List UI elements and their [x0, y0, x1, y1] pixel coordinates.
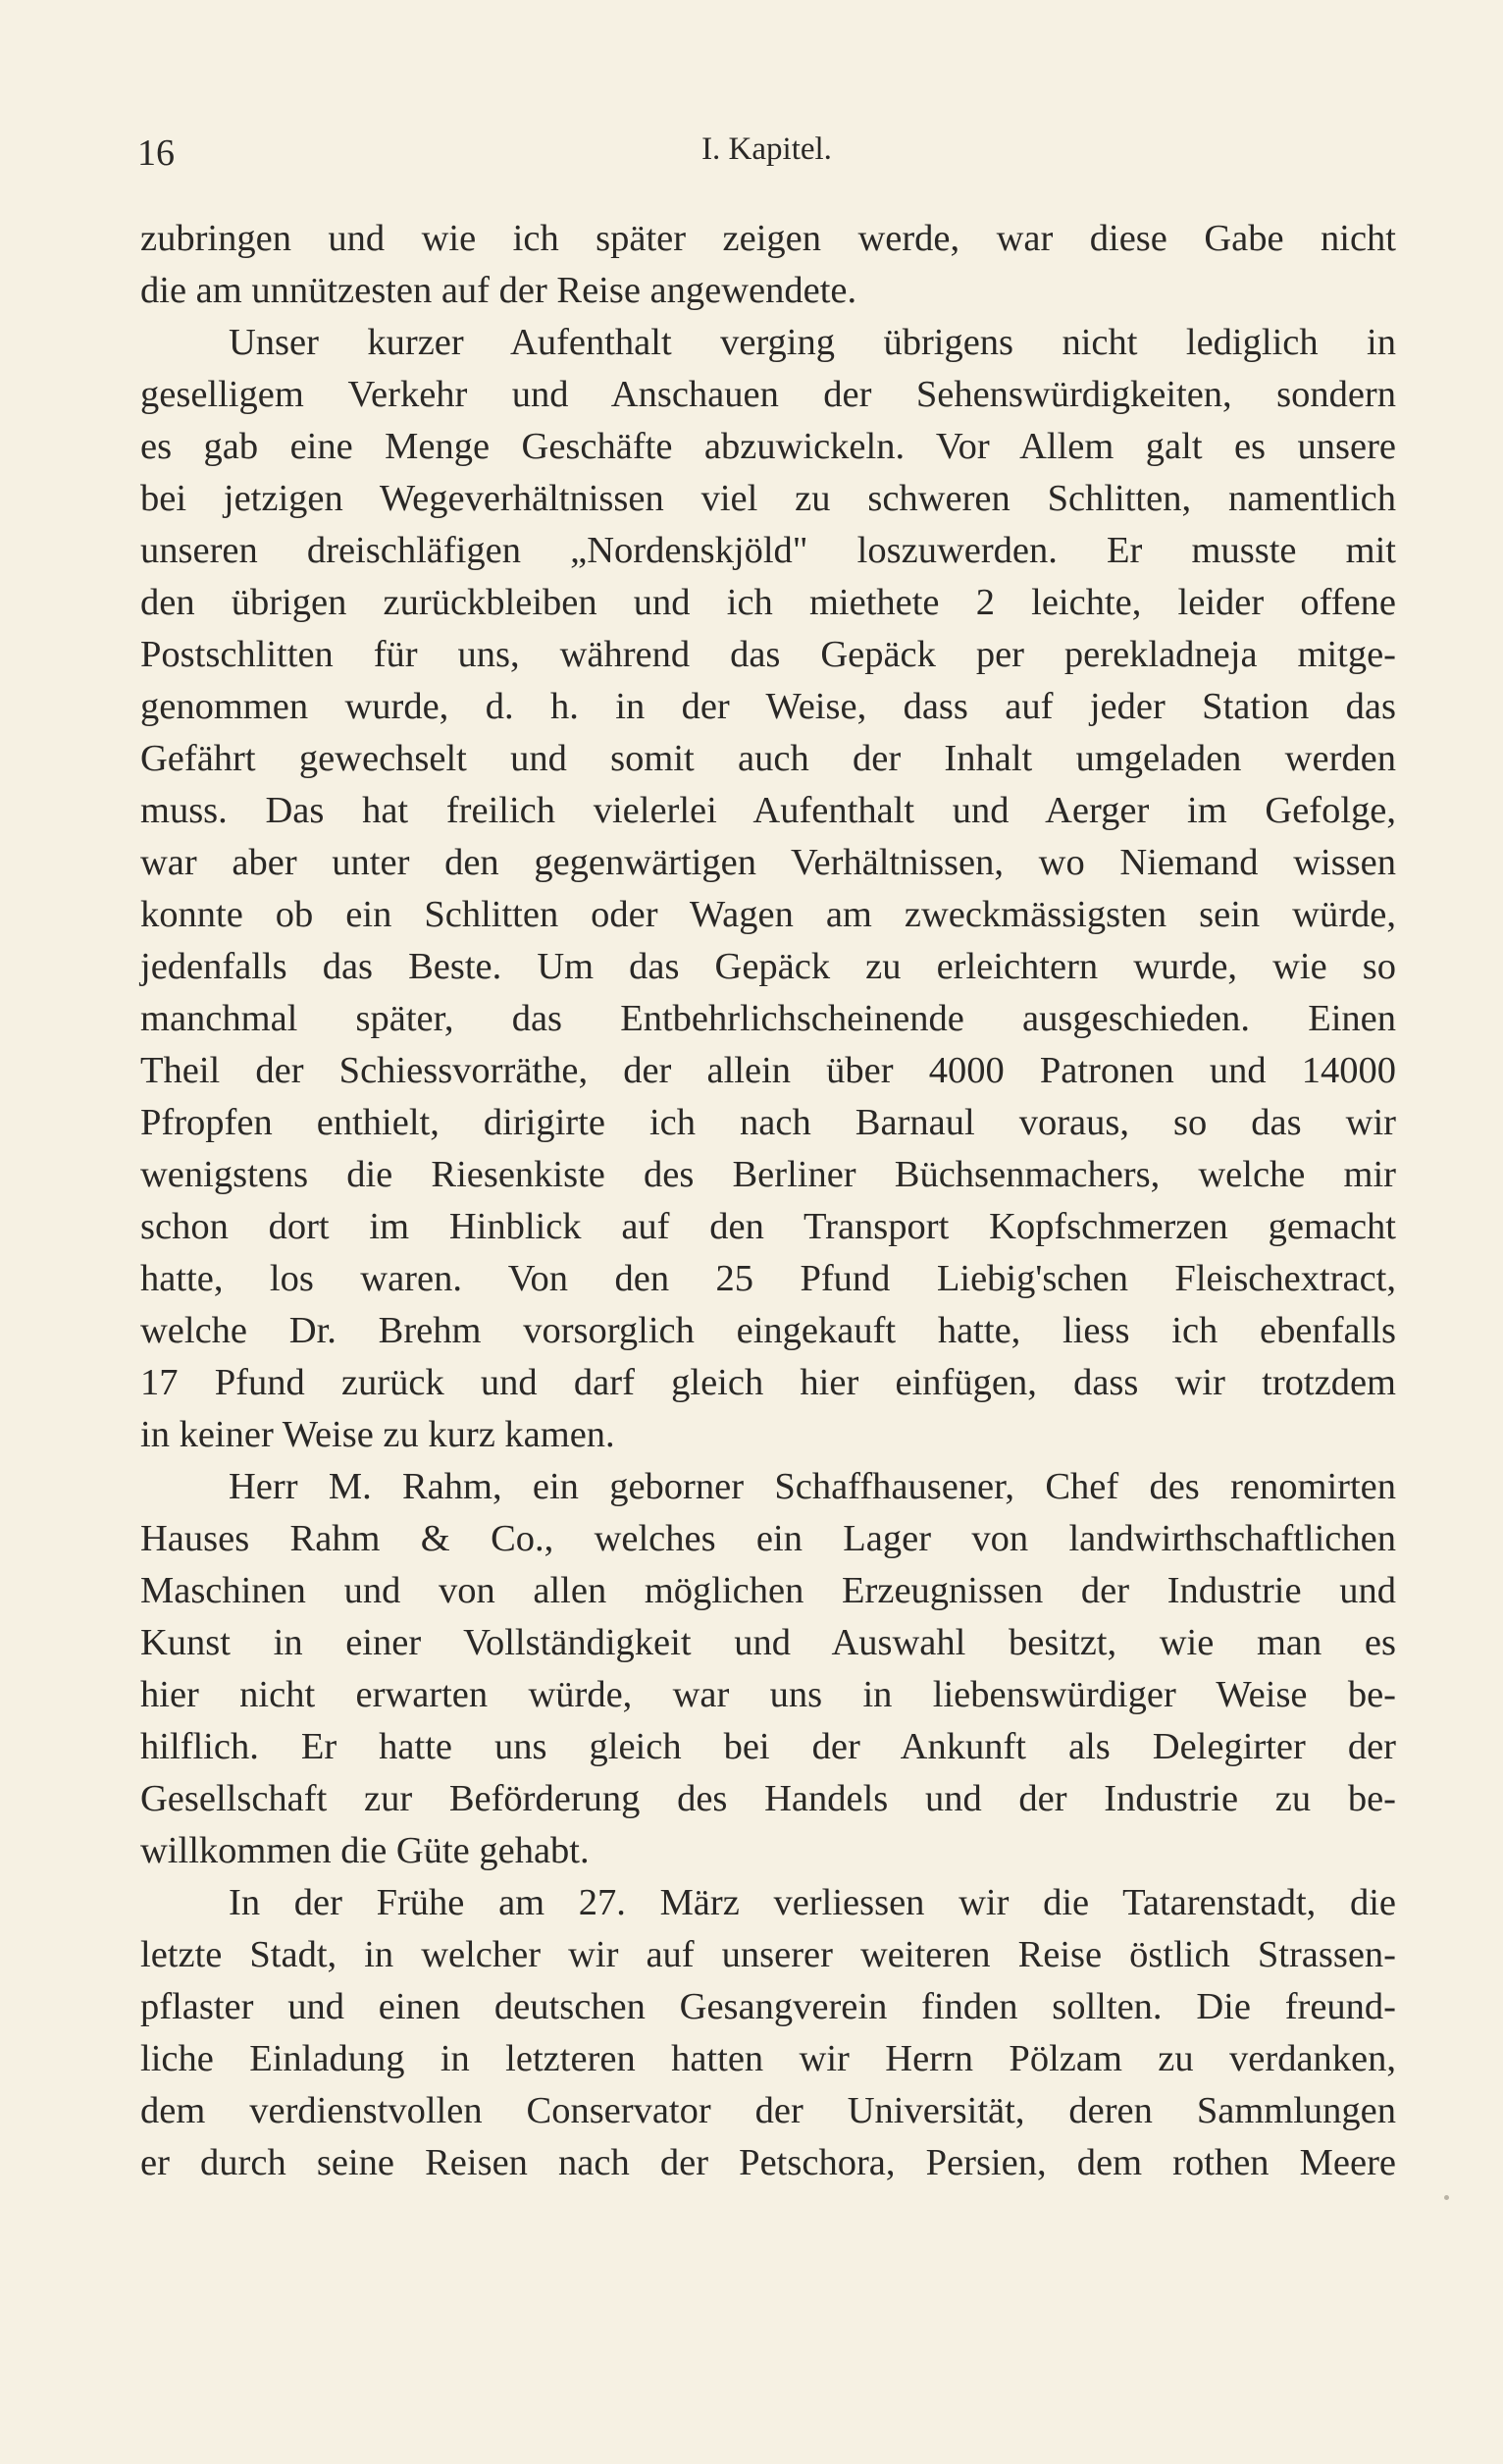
text-line: muss. Das hat freilich vielerlei Aufenthalt und Aerger im Gefolge,	[140, 790, 1396, 831]
text-line: Gesellschaft zur Beförderung des Handels und der Industrie zu be-	[140, 1778, 1396, 1819]
text-line: die am unnützesten auf der Reise angewendete.	[140, 270, 857, 311]
text-line: genommen wurde, d. h. in der Weise, dass auf jeder Station das	[140, 686, 1396, 727]
text-line: Postschlitten für uns, während das Gepäck per perekladneja mitge-	[140, 634, 1396, 675]
text-line: wenigstens die Riesenkiste des Berliner Büchsenmachers, welche mir	[140, 1154, 1396, 1195]
text-line: zubringen und wie ich später zeigen werde, war diese Gabe nicht	[140, 218, 1396, 259]
text-line: Gefährt gewechselt und somit auch der Inhalt umgeladen werden	[140, 738, 1396, 779]
text-line: geselligem Verkehr und Anschauen der Sehenswürdigkeiten, sondern	[140, 374, 1396, 415]
page-number: 16	[137, 132, 175, 174]
text-line: letzte Stadt, in welcher wir auf unserer weiteren Reise östlich Strassen-	[140, 1934, 1396, 1975]
text-line: Unser kurzer Aufenthalt verging übrigens nicht lediglich in	[229, 322, 1396, 363]
text-line: willkommen die Güte gehabt.	[140, 1830, 590, 1871]
text-line: In der Frühe am 27. März verliessen wir die Tatarenstadt, die	[229, 1882, 1396, 1923]
text-line: Pfropfen enthielt, dirigirte ich nach Barnaul voraus, so das wir	[140, 1102, 1396, 1143]
text-line: 17 Pfund zurück und darf gleich hier einfügen, dass wir trotzdem	[140, 1362, 1396, 1403]
text-line: unseren dreischläfigen „Nordenskjöld" loszuwerden. Er musste mit	[140, 530, 1396, 571]
text-line: hatte, los waren. Von den 25 Pfund Liebig'schen Fleischextract,	[140, 1258, 1396, 1299]
text-line: Maschinen und von allen möglichen Erzeugnissen der Industrie und	[140, 1570, 1396, 1611]
text-line: es gab eine Menge Geschäfte abzuwickeln. Vor Allem galt es unsere	[140, 426, 1396, 467]
text-line: welche Dr. Brehm vorsorglich eingekauft hatte, liess ich ebenfalls	[140, 1310, 1396, 1351]
text-line: er durch seine Reisen nach der Petschora, Persien, dem rothen Meere	[140, 2142, 1396, 2183]
text-line: den übrigen zurückbleiben und ich miethete 2 leichte, leider offene	[140, 582, 1396, 623]
text-line: war aber unter den gegenwärtigen Verhältnissen, wo Niemand wissen	[140, 842, 1396, 883]
text-line: hilflich. Er hatte uns gleich bei der Ankunft als Delegirter der	[140, 1726, 1396, 1767]
running-head: I. Kapitel.	[701, 131, 832, 167]
text-line: bei jetzigen Wegeverhältnissen viel zu schweren Schlitten, namentlich	[140, 478, 1396, 519]
text-line: hier nicht erwarten würde, war uns in liebenswürdiger Weise be-	[140, 1674, 1396, 1715]
body-text	[140, 213, 1396, 2189]
print-speck	[1444, 2195, 1449, 2200]
text-line: manchmal später, das Entbehrlichscheinende ausgeschieden. Einen	[140, 998, 1396, 1039]
text-line: dem verdienstvollen Conservator der Universität, deren Sammlungen	[140, 2090, 1396, 2131]
text-line: schon dort im Hinblick auf den Transport Kopfschmerzen gemacht	[140, 1206, 1396, 1247]
text-line: pflaster und einen deutschen Gesangverein finden sollten. Die freund-	[140, 1986, 1396, 2027]
text-line: jedenfalls das Beste. Um das Gepäck zu erleichtern wurde, wie so	[140, 946, 1396, 987]
page-header	[137, 128, 1396, 177]
text-line: Hauses Rahm & Co., welches ein Lager von landwirthschaftlichen	[140, 1518, 1396, 1559]
text-line: konnte ob ein Schlitten oder Wagen am zweckmässigsten sein würde,	[140, 894, 1396, 935]
text-line: Theil der Schiessvorräthe, der allein über 4000 Patronen und 14000	[140, 1050, 1396, 1091]
text-line: liche Einladung in letzteren hatten wir Herrn Pölzam zu verdanken,	[140, 2038, 1396, 2079]
text-line: in keiner Weise zu kurz kamen.	[140, 1414, 615, 1455]
text-line: Herr M. Rahm, ein geborner Schaffhausener, Chef des renomirten	[229, 1466, 1396, 1507]
text-line: Kunst in einer Vollständigkeit und Auswahl besitzt, wie man es	[140, 1622, 1396, 1663]
